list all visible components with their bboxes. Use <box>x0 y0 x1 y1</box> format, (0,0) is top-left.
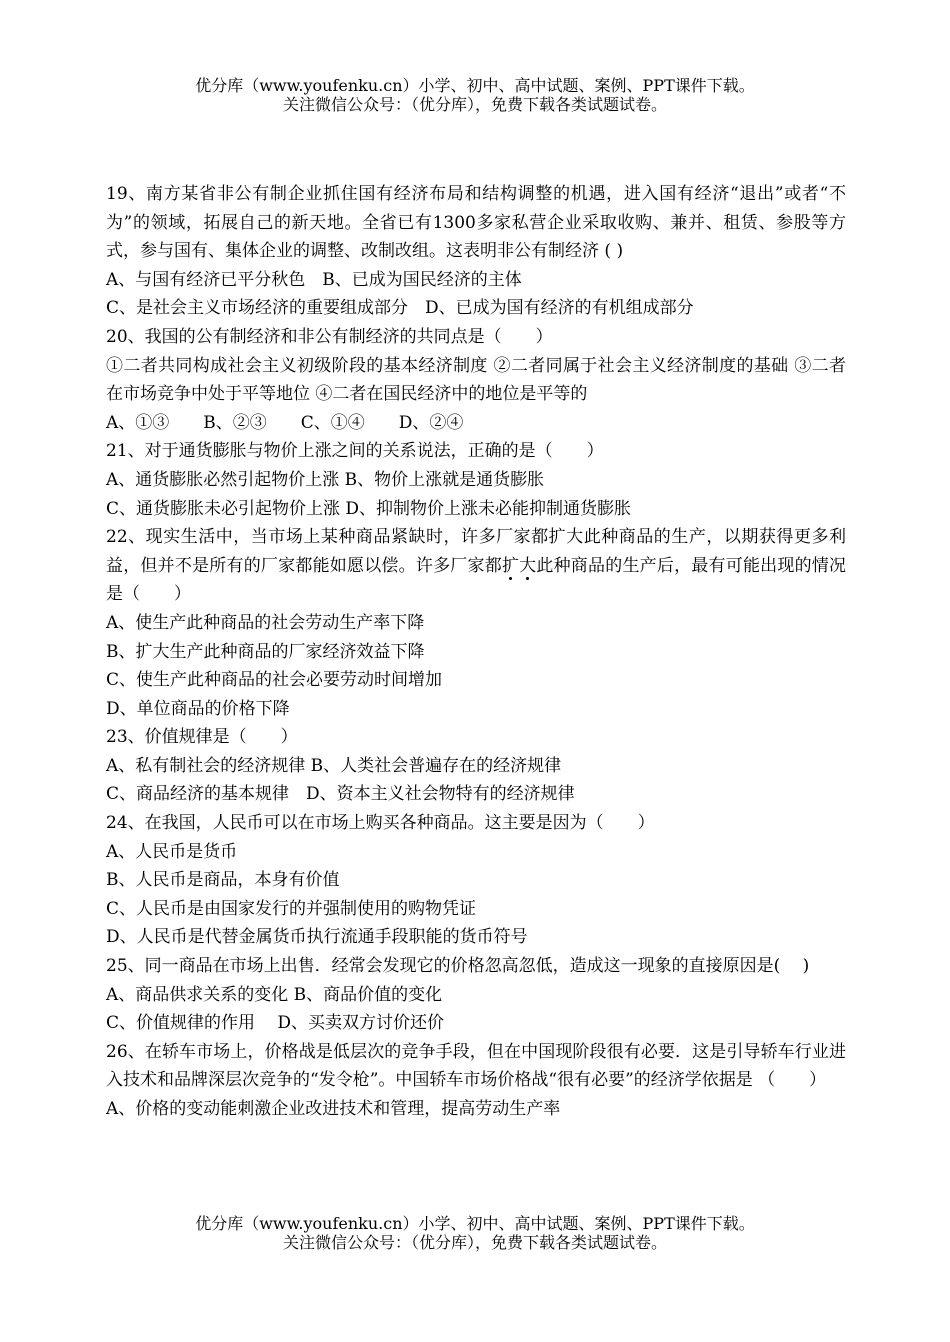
footer-line-2: 关注微信公众号：（优分库），免费下载各类试题试卷。 <box>282 1233 667 1252</box>
q19-options-cd: C、是社会主义市场经济的重要组成部分 D、已成为国有经济的有机组成部分 <box>106 298 694 319</box>
q21-options-ab: A、通货膨胀必然引起物价上涨 B、物价上涨就是通货膨胀 <box>106 469 545 490</box>
emphasis-char-1: 扩 <box>501 555 520 576</box>
q20-stem: 20、我国的公有制经济和非公有制经济的共同点是（ ） <box>106 326 553 347</box>
question-content <box>106 180 846 1124</box>
q22-option-a: A、使生产此种商品的社会劳动生产率下降 <box>106 612 425 633</box>
q23-options-ab: A、私有制社会的经济规律 B、人类社会普遍存在的经济规律 <box>106 755 562 776</box>
q26-option-a: A、价格的变动能刺激企业改进技术和管理，提高劳动生产率 <box>106 1099 561 1119</box>
q22-stem <box>106 523 846 609</box>
q24-option-b: B、人民币是商品，本身有价值 <box>106 870 340 891</box>
footer-line-1: 优分库（www.youfenku.cn）小学、初中、高中试题、案例、PPT课件下载。 <box>195 1214 755 1233</box>
q22-option-b: B、扩大生产此种商品的厂家经济效益下降 <box>106 641 425 662</box>
q20-options: A、①③ B、②③ C、①④ D、②④ <box>106 412 464 433</box>
q19-stem: 19、南方某省非公有制企业抓住国有经济布局和结构调整的机遇，进入国有经济“退出”或者“不为”的领域，拓展自己的新天地。全省已有1300多家私营企业采取收购、兼并、租赁、参股等方式，参与国有、集体企业的调整、改制改组。这表明非公有制经济 ( ) <box>106 184 846 262</box>
q22-stem-tail: 此种商品的生产后，最有可能出现的情况是（ ） <box>106 555 847 605</box>
q25-stem: 25、同一商品在市场上出售．经常会发现它的价格忽高忽低，造成这一现象的直接原因是( ) <box>106 956 810 977</box>
q25-options-cd: C、价值规律的作用 D、买卖双方讨价还价 <box>106 1013 445 1034</box>
header-line-1: 优分库（www.youfenku.cn）小学、初中、高中试题、案例、PPT课件下载。 <box>195 76 755 95</box>
q22-option-d: D、单位商品的价格下降 <box>106 698 290 719</box>
q23-stem: 23、价值规律是（ ） <box>106 727 298 748</box>
q23-options-cd: C、商品经济的基本规律 D、资本主义社会物特有的经济规律 <box>106 784 575 805</box>
q22-stem-head: 22、现实生活中，当市场上某种商品紧缺时，许多厂家都扩大此种商品的生产，以期获得更多利益，但并不是所有的厂家都能如愿以偿。许多厂家都 <box>106 527 846 576</box>
header-line-2: 关注微信公众号：（优分库），免费下载各类试题试卷。 <box>282 95 667 114</box>
q22-option-c: C、使生产此种商品的社会必要劳动时间增加 <box>106 670 443 691</box>
page-header <box>0 76 950 114</box>
q24-option-c: C、人民币是由国家发行的并强制使用的购物凭证 <box>106 898 477 919</box>
emphasis-char-2: 大 <box>519 555 537 576</box>
q19-options-ab: A、与国有经济已平分秋色 B、已成为国民经济的主体 <box>106 269 522 290</box>
q25-options-ab: A、商品供求关系的变化 B、商品价值的变化 <box>106 984 443 1005</box>
q20-statements: ①二者共同构成社会主义初级阶段的基本经济制度 ②二者同属于社会主义经济制度的基础 ③二者在市场竞争中处于平等地位 ④二者在国民经济中的地位是平等的 <box>106 355 846 405</box>
q26-stem: 26、在轿车市场上，价格战是低层次的竞争手段，但在中国现阶段很有必要．这是引导轿车行业进入技术和品牌深层次竞争的“发令枪”。中国轿车市场价格战“很有必要”的经济学依据是 （ ） <box>106 1041 846 1091</box>
q24-option-a: A、人民币是货币 <box>106 841 238 862</box>
q21-stem: 21、对于通货膨胀与物价上涨之间的关系说法，正确的是（ ） <box>106 441 604 462</box>
q24-stem: 24、在我国，人民币可以在市场上购买各种商品。这主要是因为（ ） <box>106 813 655 834</box>
q21-options-cd: C、通货膨胀未必引起物价上涨 D、抑制物价上涨未必能抑制通货膨胀 <box>106 498 632 519</box>
q24-option-d: D、人民币是代替金属货币执行流通手段职能的货币符号 <box>106 927 528 948</box>
page-footer <box>0 1214 950 1252</box>
